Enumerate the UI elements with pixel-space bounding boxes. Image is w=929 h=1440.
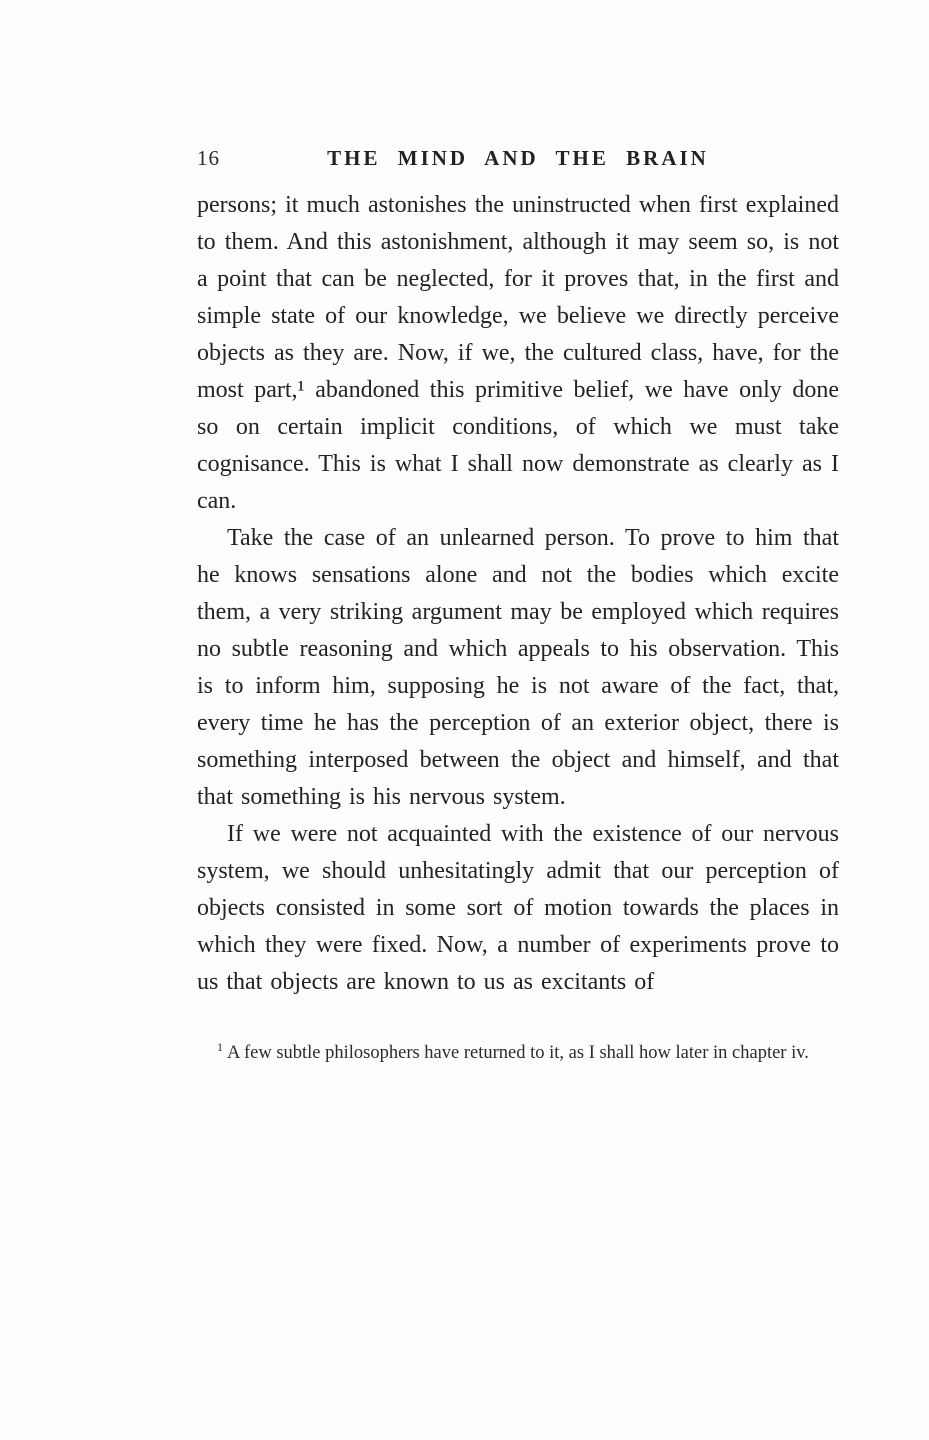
footnote-text: A few subtle philosophers have returned to it, as I shall how later in chapter iv. xyxy=(227,1043,809,1063)
page-header xyxy=(197,146,839,171)
paragraph: Take the case of an unlearned person. To prove to him that he knows sensations alone and not the bodies which excite them, a very striking argument may be employed which requires no subtle reasoning and which appeals to his observation. This is to inform him, supposing he is not aware of the fact, that, every time he has the perception of an exterior object, there is something interposed between the object and himself, and that that something is his nervous system. xyxy=(197,525,839,810)
running-title: THE MIND AND THE BRAIN xyxy=(327,146,709,170)
body-text xyxy=(197,187,839,1001)
content-column xyxy=(197,146,839,1067)
footnote-marker: 1 xyxy=(217,1039,223,1054)
footnote xyxy=(197,1039,839,1067)
paragraph: If we were not acquainted with the existence of our nervous system, we should unhesitatingly admit that our perception of objects consisted in some sort of motion towards the places in which they were fixed. Now, a number of experiments prove to us that objects are known to us as excitants of xyxy=(197,821,839,995)
page-number: 16 xyxy=(197,146,220,170)
paragraph: persons; it much astonishes the uninstructed when first explained to them. And this astonishment, although it may seem so, is not a point that can be neglected, for it proves that, in the first and simple state of our knowledge, we believe we directly perceive objects as they are. Now, if we, the cultured class, have, for the most part,¹ abandoned this primitive belief, we have only done so on certain implicit conditions, of which we must take cognisance. This is what I shall now demonstrate as clearly as I can. xyxy=(197,192,839,514)
